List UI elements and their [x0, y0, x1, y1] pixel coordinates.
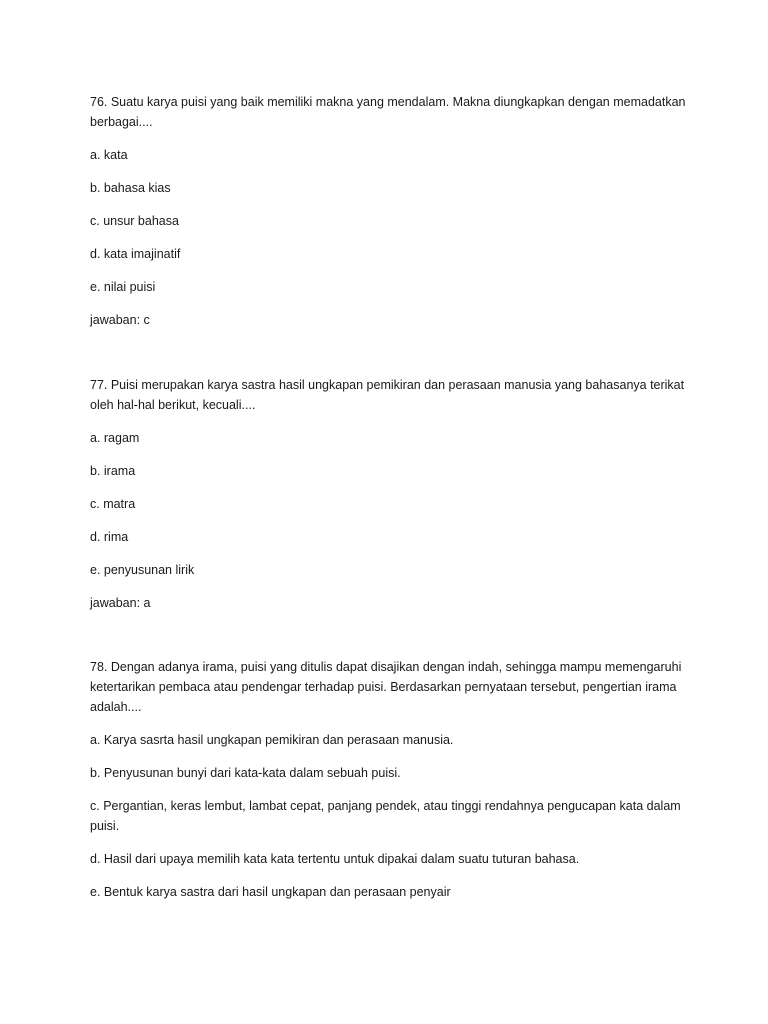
question-78: [90, 657, 690, 915]
option-b: b. Penyusunan bunyi dari kata-kata dalam sebuah puisi.: [90, 766, 401, 780]
option-b: b. bahasa kias: [90, 181, 171, 195]
option-e: e. Bentuk karya sastra dari hasil ungkapan dan perasaan penyair: [90, 885, 451, 899]
option-c: c. Pergantian, keras lembut, lambat cepat, panjang pendek, atau tinggi rendahnya pengucapan kata dalam puisi.: [90, 799, 681, 833]
answer-key: jawaban: c: [90, 313, 150, 327]
option-c: c. unsur bahasa: [90, 214, 179, 228]
option-e: e. nilai puisi: [90, 280, 156, 294]
option-a: a. ragam: [90, 431, 140, 445]
option-e: e. penyusunan lirik: [90, 563, 195, 577]
option-b: b. irama: [90, 464, 136, 478]
question-77: [90, 375, 690, 613]
option-d: d. kata imajinatif: [90, 247, 181, 261]
answer-key: jawaban: a: [90, 596, 151, 610]
option-d: d. rima: [90, 530, 129, 544]
question-text: 76. Suatu karya puisi yang baik memiliki makna yang mendalam. Makna diungkapkan dengan memadatkan berbagai....: [90, 95, 686, 129]
option-d: d. Hasil dari upaya memilih kata kata tertentu untuk dipakai dalam suatu tuturan bahasa.: [90, 852, 580, 866]
option-a: a. Karya sasrta hasil ungkapan pemikiran dan perasaan manusia.: [90, 733, 454, 747]
question-76: [90, 92, 690, 330]
option-c: c. matra: [90, 497, 136, 511]
question-text: 78. Dengan adanya irama, puisi yang ditulis dapat disajikan dengan indah, sehingga mampu memengaruhi ketertarikan pembaca atau pendengar terhadap puisi. Berdasarkan pernyataan tersebut, pengertian irama adalah....: [90, 660, 682, 714]
question-text: 77. Puisi merupakan karya sastra hasil ungkapan pemikiran dan perasaan manusia yang bahasanya terikat oleh hal-hal berikut, kecuali....: [90, 378, 685, 412]
option-a: a. kata: [90, 148, 128, 162]
